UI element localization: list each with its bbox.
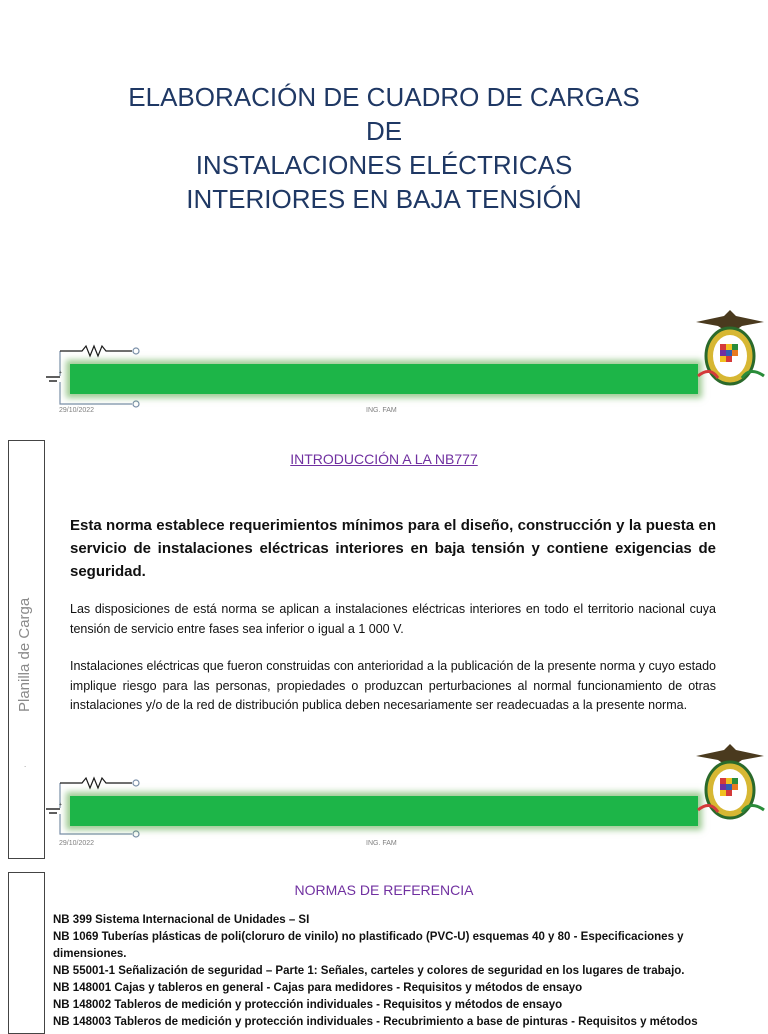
side-dot: .	[24, 760, 27, 769]
intro-heading: INTRODUCCIÓN A LA NB777	[290, 451, 478, 467]
footer-date-2: 29/10/2022	[59, 840, 95, 847]
title-line-1: ELABORACIÓN DE CUADRO DE CARGAS	[128, 82, 640, 112]
intro-paragraph-2: Instalaciones eléctricas que fueron construidas con anterioridad a la publicación de la presente norma y cuyo estado implique riesgo para las personas, propiedades o produzcan perturbaciones al normal funcionamiento de otras instalaciones y/o de la red de distribución publica deben necesariamente ser readecuadas a la presente norma.	[70, 659, 716, 712]
title-line-3: INSTALACIONES ELÉCTRICAS	[195, 150, 573, 180]
green-banner-2	[70, 796, 698, 826]
norm-item: NB 55001-1 Señalización de seguridad – Parte 1: Señales, carteles y colores de seguridad en los lugares de trabajo.	[53, 965, 685, 977]
slide-title	[0, 80, 768, 216]
norm-item: NB 148002 Tableros de medición y protección individuales - Requisitos y métodos de ensayo	[53, 999, 563, 1011]
side-label: Planilla de Carga	[16, 597, 33, 712]
svg-text:+: +	[59, 802, 62, 808]
footer-date: 29/10/2022	[59, 407, 95, 414]
norm-item: NB 399 Sistema Internacional de Unidades – SI	[53, 914, 310, 926]
title-line-2: DE	[365, 116, 403, 146]
intro-bold-paragraph: Esta norma establece requerimientos mínimos para el diseño, construcción y la puesta en servicio de instalaciones eléctricas interiores en baja tensión y contiene exigencias de seguridad.	[70, 517, 716, 580]
university-seal-icon	[690, 306, 768, 386]
intro-paragraph-1: Las disposiciones de está norma se aplican a instalaciones eléctricas interiores en todo el territorio nacional cuya tensión de servicio entre fases sea inferior o igual a 1 000 V.	[70, 602, 716, 636]
university-seal-icon-2	[690, 740, 768, 820]
norms-heading: NORMAS DE REFERENCIA	[294, 882, 474, 898]
norm-item: NB 148003 Tableros de medición y protección individuales - Recubrimiento a base de pinturas - Requisitos y métodos	[53, 1016, 698, 1028]
norms-list	[53, 912, 743, 1031]
norm-item: NB 148001 Cajas y tableros en general - Cajas para medidores - Requisitos y métodos de ensayo	[53, 982, 583, 994]
svg-text:+: +	[59, 370, 62, 376]
green-banner	[70, 364, 698, 394]
norm-item: NB 1069 Tuberías plásticas de poli(cloruro de vinilo) no plastificado (PVC-U) esquemas 40 y 80 - Especificaciones y dimensiones.	[53, 931, 684, 960]
footer-author-2: ING. FAM	[366, 840, 397, 847]
footer-author: ING. FAM	[366, 407, 397, 414]
title-line-4: INTERIORES EN BAJA TENSIÓN	[186, 184, 582, 214]
